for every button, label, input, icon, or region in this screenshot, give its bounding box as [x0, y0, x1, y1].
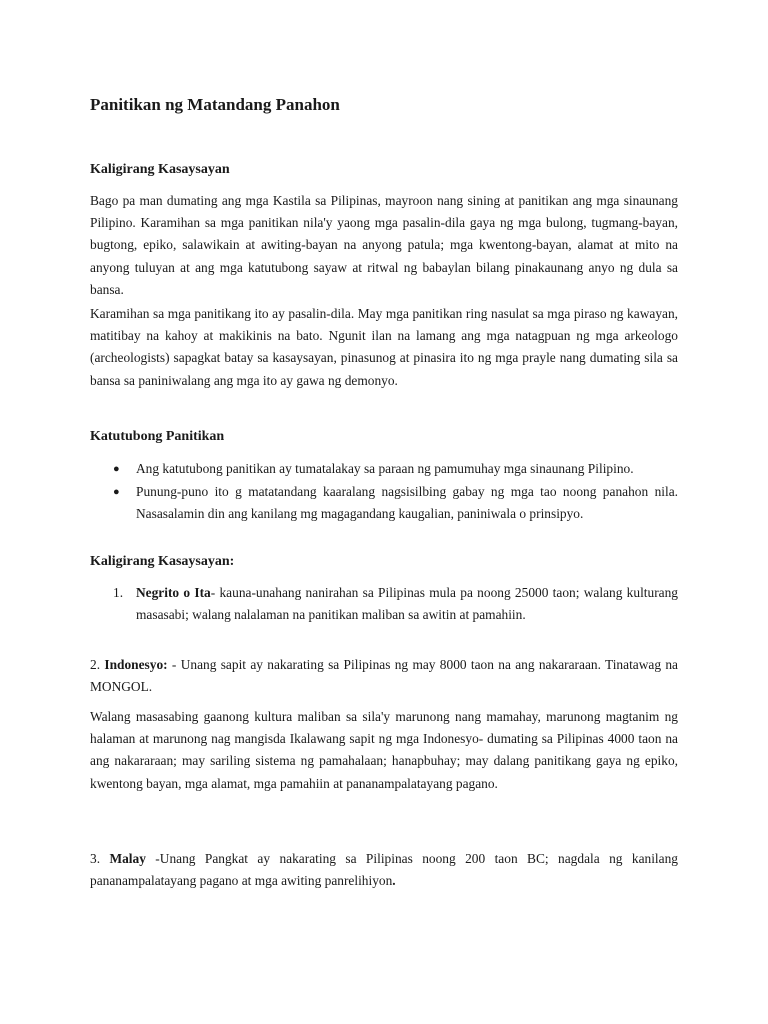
- bullet-item: [90, 481, 678, 525]
- list-item-term: Negrito o Ita: [136, 585, 211, 600]
- paragraph-indonesyo: [90, 654, 678, 698]
- item-number: 3.: [90, 851, 101, 866]
- numbered-list: [90, 582, 678, 626]
- list-item-text: - kauna-unahang nanirahan sa Pilipinas mula pa noong 25000 taon; walang kulturang masasabi; walang nalalaman na panitikan maliban sa awitin at pamahiin.: [136, 585, 678, 623]
- bullet-icon: ●: [113, 463, 120, 475]
- document-title: Panitikan ng Matandang Panahon: [90, 95, 340, 114]
- paragraph-indonesyo-detail: Walang masasabing gaanong kultura maliban sa sila'y marunong nang mamahay, marunong magtanim ng halaman at marunong nag mangisda Ikalawang sapit ng mga Indonesyo- dumating sa Pilipinas 4000 taon na ang nakararaan; may sariling sistema ng pamahalaan; hanapbuhay; may dalang panitikang gaya ng epiko, kwentong bayan, mga alamat, mga pamahiin at pananampalatayang pagano.: [90, 709, 678, 791]
- item-text: -Unang Pangkat ay nakarating sa Pilipinas noong 200 taon BC; nagdala ng kanilang pananampalatayang pagano at mga awiting panrelihiyon: [90, 851, 678, 889]
- item-term: Malay: [109, 851, 146, 866]
- item-term: Indonesyo:: [104, 657, 168, 672]
- item-end: .: [392, 873, 396, 889]
- list-item-negrito: [90, 582, 678, 626]
- section-heading-katutubong-panitikan: Katutubong Panitikan: [90, 429, 225, 444]
- bullet-text: Punung-puno ito g matatandang kaaralang nagsisilbing gabay ng mga tao noong panahon nila. Nasasalamin din ang kanilang mg magagandang kaugalian, paniniwala o prinsipyo.: [136, 484, 678, 522]
- bullet-text: Ang katutubong panitikan ay tumatalakay sa paraan ng pamumuhay mga sinaunang Pilipino.: [136, 461, 634, 476]
- section-heading-kaligirang-kasaysayan-2: Kaligirang Kasaysayan:: [90, 554, 235, 569]
- item-number: 2.: [90, 657, 101, 672]
- bullet-icon: ●: [113, 486, 120, 499]
- bullet-item: [90, 458, 678, 480]
- list-number: 1.: [113, 585, 124, 600]
- paragraph-malay: [90, 848, 678, 892]
- bullet-list: [90, 458, 678, 527]
- item-text: - Unang sapit ay nakarating sa Pilipinas ng may 8000 taon na ang nakararaan. Tinatawag na MONGOL.: [90, 657, 678, 695]
- paragraph-pasalin-dila: Karamihan sa mga panitikang ito ay pasalin-dila. May mga panitikan ring nasulat sa mga piraso ng kawayan, matitibay na kahoy at makikinis na bato. Ngunit ilan na lamang ang mga natagpuan ng mga arkeologo (archeologists) sapagkat batay sa kasaysayan, pinasunog at pinasira ito ng mga prayle nang dumating sila sa bansa sa paniniwalang ang mga ito ay gawa ng demonyo.: [90, 306, 678, 388]
- section-heading-kaligirang-kasaysayan: Kaligirang Kasaysayan: [90, 162, 230, 177]
- paragraph-intro: Bago pa man dumating ang mga Kastila sa Pilipinas, mayroon nang sining at panitikan ang mga sinaunang Pilipino. Karamihan sa mga panitikan nila'y yaong mga pasalin-dila gaya ng mga bulong, tugmang-bayan, bugtong, epiko, salawikain at awiting-bayan na anyong patula; mga kwentong-bayan, alamat at mito na anyong tuluyan at ang mga katutubong sayaw at ritwal ng babaylan bilang pinakaunang anyo ng dula sa bansa.: [90, 193, 678, 297]
